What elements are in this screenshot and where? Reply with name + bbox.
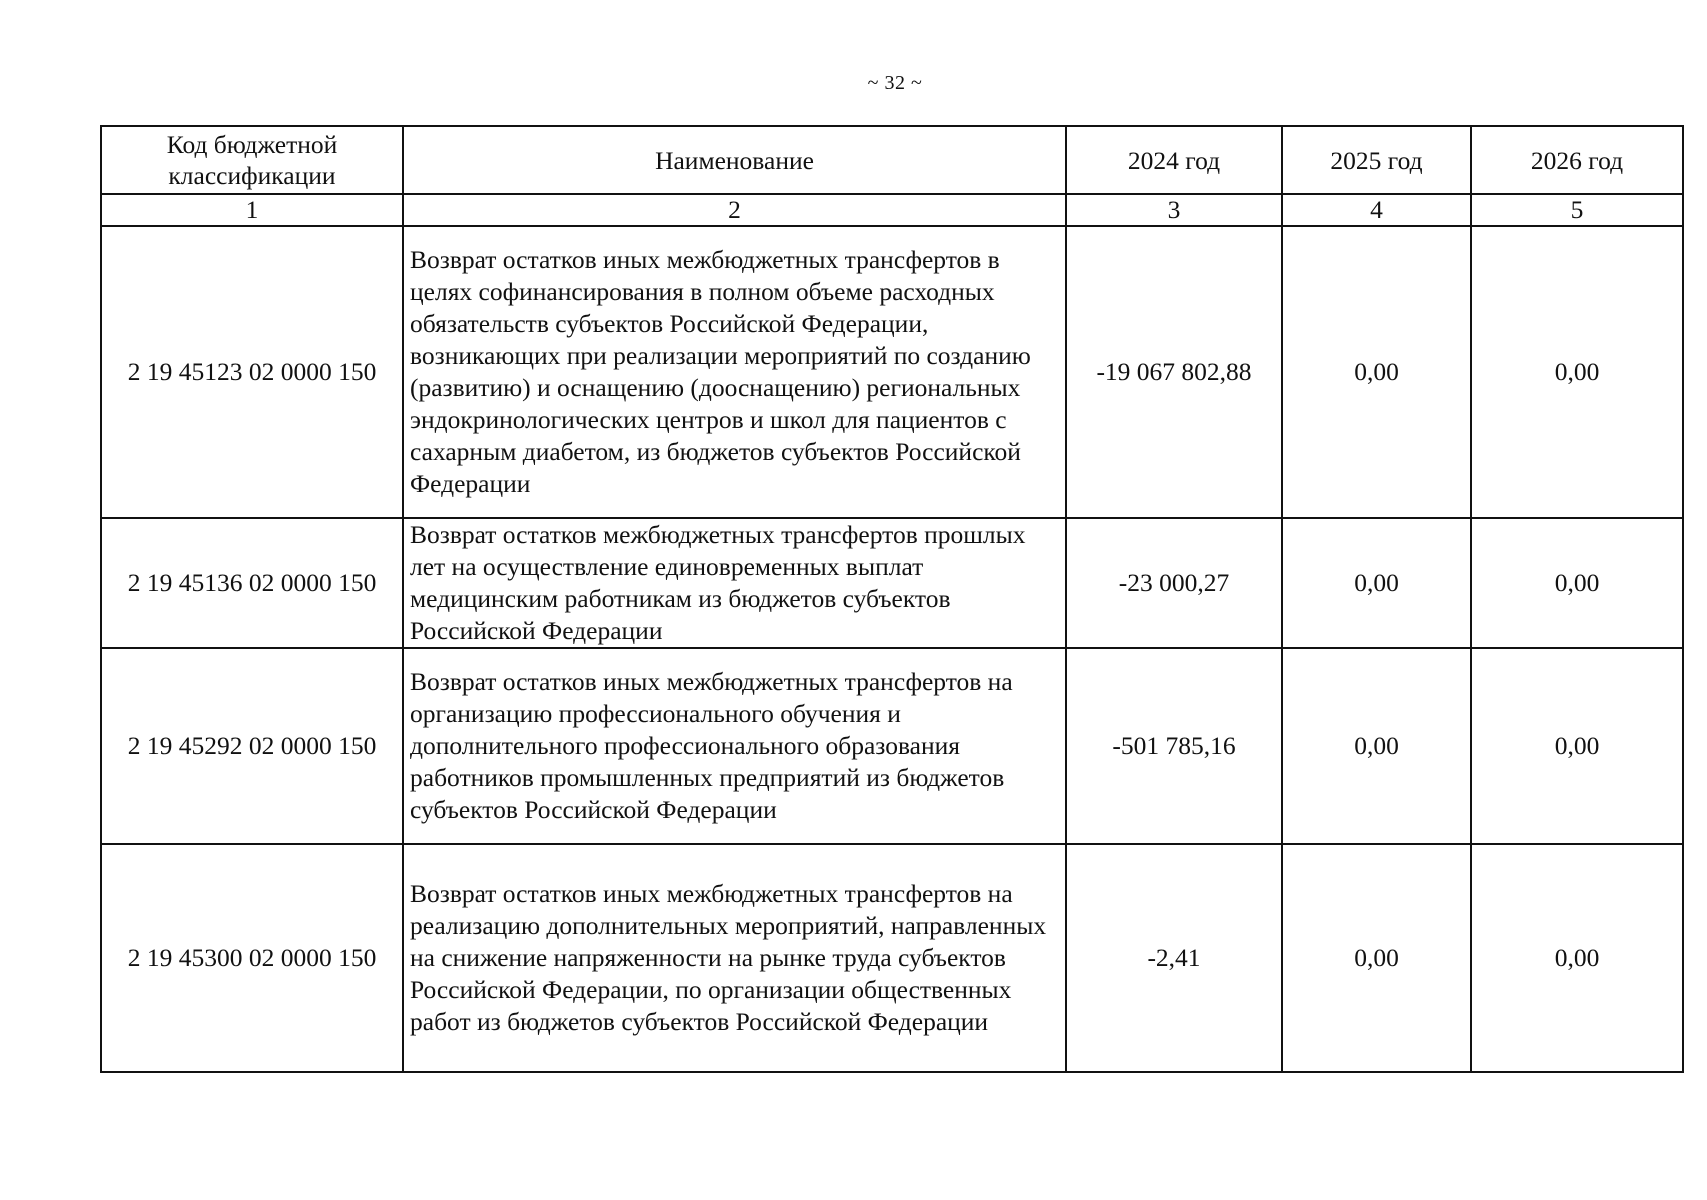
- table-row: [101, 648, 1683, 844]
- table-row: [101, 226, 1683, 518]
- amount-2026-cell: 0,00: [1471, 518, 1683, 648]
- table-row: [101, 518, 1683, 648]
- amount-2024-cell: -501 785,16: [1066, 648, 1282, 844]
- header-2025: 2025 год: [1282, 126, 1471, 194]
- budget-code-cell: 2 19 45300 02 0000 150: [101, 844, 403, 1072]
- column-number: 2: [403, 194, 1066, 226]
- budget-code-cell: 2 19 45123 02 0000 150: [101, 226, 403, 518]
- header-2026: 2026 год: [1471, 126, 1683, 194]
- column-number: 3: [1066, 194, 1282, 226]
- name-cell: Возврат остатков иных межбюджетных трансфертов в целях софинансирования в полном объеме расходных обязательств субъектов Российской Федерации, возникающих при реализации мероприятий по созданию (развитию) и оснащению (дооснащению) региональных эндокринологических центров и школ для пациентов с сахарным диабетом, из бюджетов субъектов Российской Федерации: [403, 226, 1066, 518]
- column-number: 1: [101, 194, 403, 226]
- name-cell: Возврат остатков межбюджетных трансфертов прошлых лет на осуществление единовременных выплат медицинским работникам из бюджетов субъектов Российской Федерации: [403, 518, 1066, 648]
- amount-2024-cell: -23 000,27: [1066, 518, 1282, 648]
- amount-2025-cell: 0,00: [1282, 844, 1471, 1072]
- budget-table: [100, 125, 1684, 1073]
- header-code: Код бюджетной классификации: [101, 126, 403, 194]
- header-name: Наименование: [403, 126, 1066, 194]
- column-number: 5: [1471, 194, 1683, 226]
- amount-2024-cell: -19 067 802,88: [1066, 226, 1282, 518]
- amount-2026-cell: 0,00: [1471, 844, 1683, 1072]
- name-cell: Возврат остатков иных межбюджетных трансфертов на реализацию дополнительных мероприятий, направленных на снижение напряженности на рынке труда субъектов Российской Федерации, по организации общественных работ из бюджетов субъектов Российской Федерации: [403, 844, 1066, 1072]
- table-row: [101, 844, 1683, 1072]
- amount-2024-cell: -2,41: [1066, 844, 1282, 1072]
- amount-2025-cell: 0,00: [1282, 518, 1471, 648]
- page-number: ~ 32 ~: [867, 72, 923, 94]
- amount-2025-cell: 0,00: [1282, 648, 1471, 844]
- amount-2026-cell: 0,00: [1471, 648, 1683, 844]
- column-number: 4: [1282, 194, 1471, 226]
- budget-code-cell: 2 19 45292 02 0000 150: [101, 648, 403, 844]
- column-number-row: [101, 194, 1683, 226]
- name-cell: Возврат остатков иных межбюджетных трансфертов на организацию профессионального обучения и дополнительного профессионального образования работников промышленных предприятий из бюджетов субъектов Российской Федерации: [403, 648, 1066, 844]
- header-2024: 2024 год: [1066, 126, 1282, 194]
- amount-2026-cell: 0,00: [1471, 226, 1683, 518]
- amount-2025-cell: 0,00: [1282, 226, 1471, 518]
- budget-code-cell: 2 19 45136 02 0000 150: [101, 518, 403, 648]
- table-header-row: [101, 126, 1683, 194]
